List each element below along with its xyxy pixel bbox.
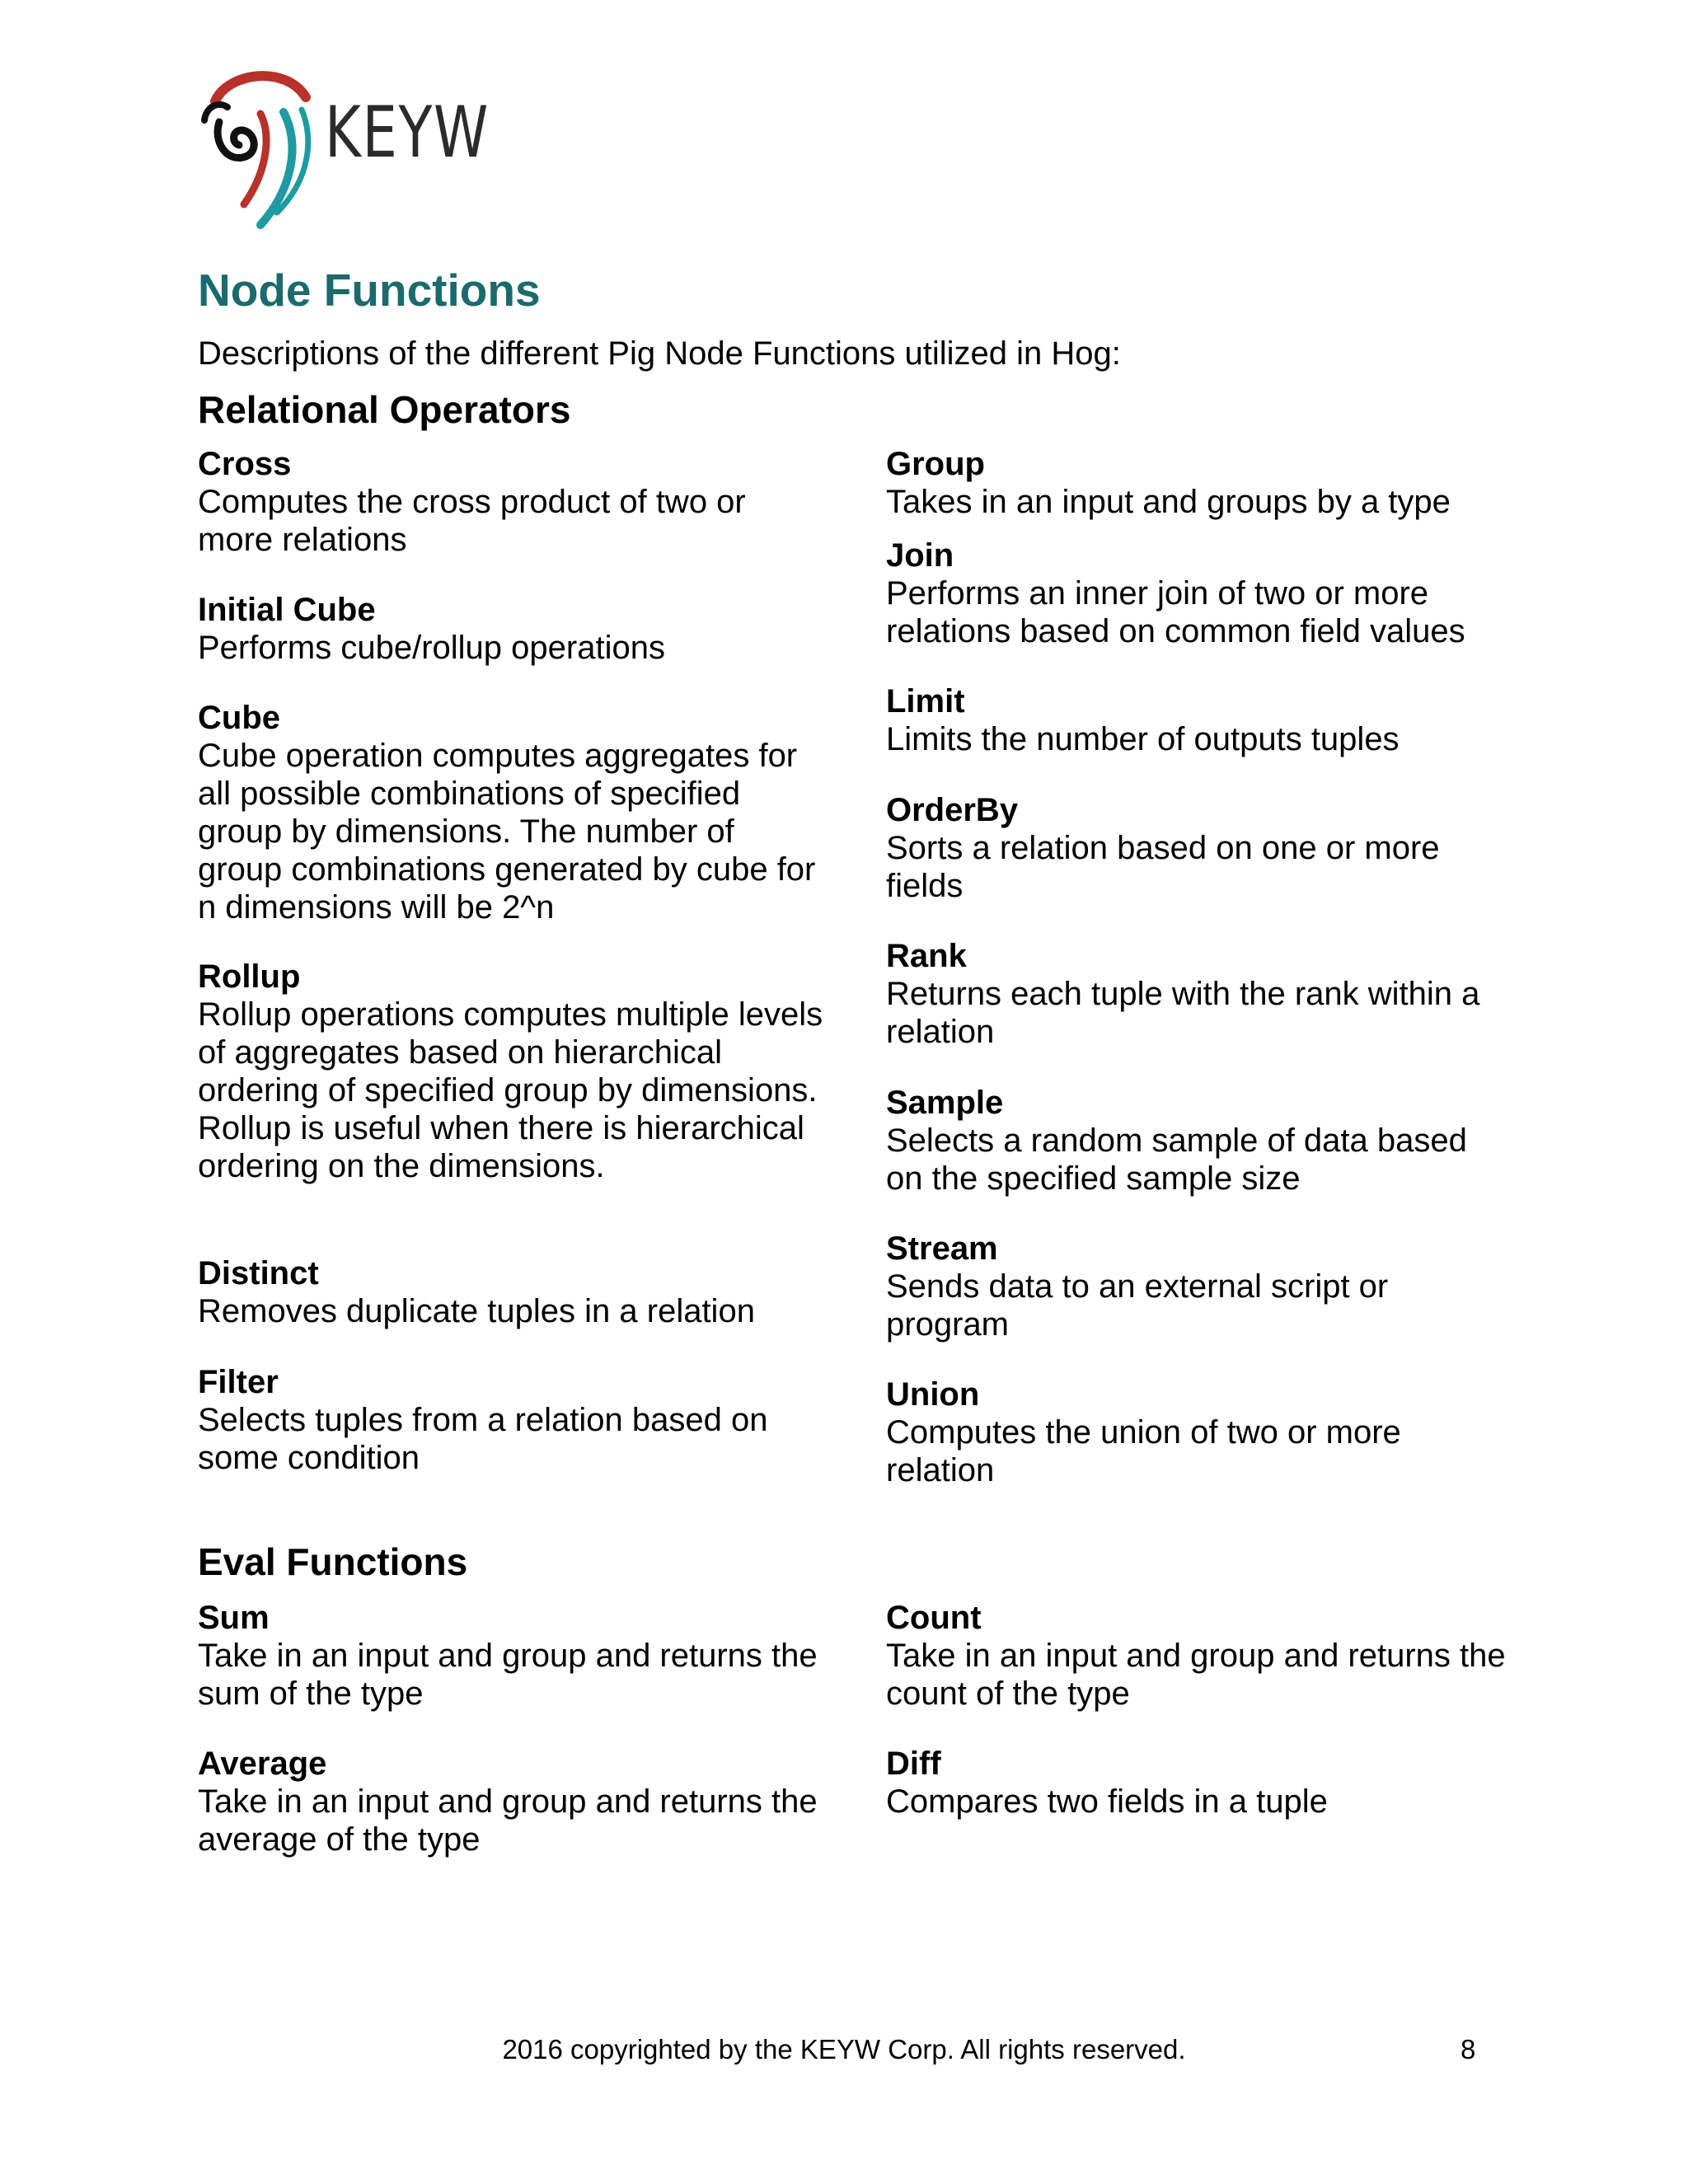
function-description: Selects a random sample of data based on the specified sample size bbox=[886, 1122, 1467, 1197]
function-description: Limits the number of outputs tuples bbox=[886, 721, 1400, 757]
function-item-filter bbox=[198, 1363, 824, 1477]
page-title: Node Functions bbox=[198, 265, 541, 316]
section-heading-relational: Relational Operators bbox=[198, 388, 571, 431]
function-name: Cube bbox=[198, 700, 280, 736]
function-name: Filter bbox=[198, 1364, 279, 1400]
function-name: Cross bbox=[198, 446, 292, 482]
section-heading-eval: Eval Functions bbox=[198, 1540, 468, 1583]
bird-logo-icon bbox=[195, 64, 318, 229]
function-item-rank bbox=[886, 937, 1512, 1051]
function-description: Cube operation computes aggregates for all possible combinations of specified group by dimensions. The number of group combinations generated by cube for n dimensions will be 2^n bbox=[198, 738, 816, 926]
function-name: Sample bbox=[886, 1085, 1004, 1121]
function-name: Diff bbox=[886, 1746, 941, 1782]
function-item-orderby bbox=[886, 791, 1512, 905]
function-name: Union bbox=[886, 1376, 980, 1413]
keyw-logo bbox=[195, 64, 491, 229]
function-item-cube bbox=[198, 699, 824, 926]
function-name: Average bbox=[198, 1746, 327, 1782]
function-item-limit bbox=[886, 682, 1512, 758]
function-description: Rollup operations computes multiple levels of aggregates based on hierarchical ordering of specified group by dimensions. Rollup is useful when there is hierarchical ordering on the dimensions. bbox=[198, 996, 823, 1184]
function-name: Limit bbox=[886, 683, 965, 719]
function-description: Sends data to an external script or program bbox=[886, 1268, 1389, 1343]
function-item-join bbox=[886, 537, 1512, 650]
function-description: Takes in an input and groups by a type bbox=[886, 484, 1451, 520]
page-number: 8 bbox=[1461, 2034, 1476, 2064]
function-description: Take in an input and group and returns the average of the type bbox=[198, 1783, 818, 1858]
function-description: Performs an inner join of two or more relations based on common field values bbox=[886, 575, 1465, 649]
function-item-diff bbox=[886, 1745, 1512, 1821]
function-name: Rank bbox=[886, 938, 967, 974]
function-description: Take in an input and group and returns the count of the type bbox=[886, 1638, 1506, 1712]
function-description: Sorts a relation based on one or more fields bbox=[886, 830, 1440, 904]
function-name: Distinct bbox=[198, 1255, 319, 1291]
function-item-rollup bbox=[198, 958, 824, 1185]
intro-text: Descriptions of the different Pig Node Functions utilized in Hog: bbox=[198, 335, 1121, 372]
function-item-group bbox=[886, 445, 1512, 521]
function-name: Count bbox=[886, 1600, 982, 1636]
function-item-union bbox=[886, 1376, 1512, 1489]
function-item-count bbox=[886, 1599, 1512, 1713]
function-name: Group bbox=[886, 446, 985, 482]
function-name: Stream bbox=[886, 1230, 998, 1267]
footer-copyright: 2016 copyrighted by the KEYW Corp. All rights reserved. bbox=[502, 2034, 1186, 2064]
function-description: Returns each tuple with the rank within a relation bbox=[886, 976, 1480, 1050]
function-description: Performs cube/rollup operations bbox=[198, 630, 665, 666]
function-description: Compares two fields in a tuple bbox=[886, 1783, 1328, 1820]
function-description: Selects tuples from a relation based on some condition bbox=[198, 1402, 768, 1476]
function-item-stream bbox=[886, 1230, 1512, 1343]
function-item-average bbox=[198, 1745, 824, 1858]
function-item-initial-cube bbox=[198, 591, 824, 667]
function-name: OrderBy bbox=[886, 792, 1019, 828]
function-name: Rollup bbox=[198, 958, 301, 995]
function-item-cross bbox=[198, 445, 824, 559]
function-name: Join bbox=[886, 537, 954, 574]
function-description: Take in an input and group and returns the sum of the type bbox=[198, 1638, 818, 1712]
function-description: Computes the cross product of two or more relations bbox=[198, 484, 746, 558]
function-item-distinct bbox=[198, 1254, 824, 1330]
function-description: Computes the union of two or more relation bbox=[886, 1414, 1401, 1488]
logo-wordmark: KEYW bbox=[325, 91, 490, 174]
function-item-sample bbox=[886, 1084, 1512, 1197]
function-name: Initial Cube bbox=[198, 592, 376, 628]
function-item-sum bbox=[198, 1599, 824, 1713]
function-description: Removes duplicate tuples in a relation bbox=[198, 1293, 755, 1329]
function-name: Sum bbox=[198, 1600, 270, 1636]
